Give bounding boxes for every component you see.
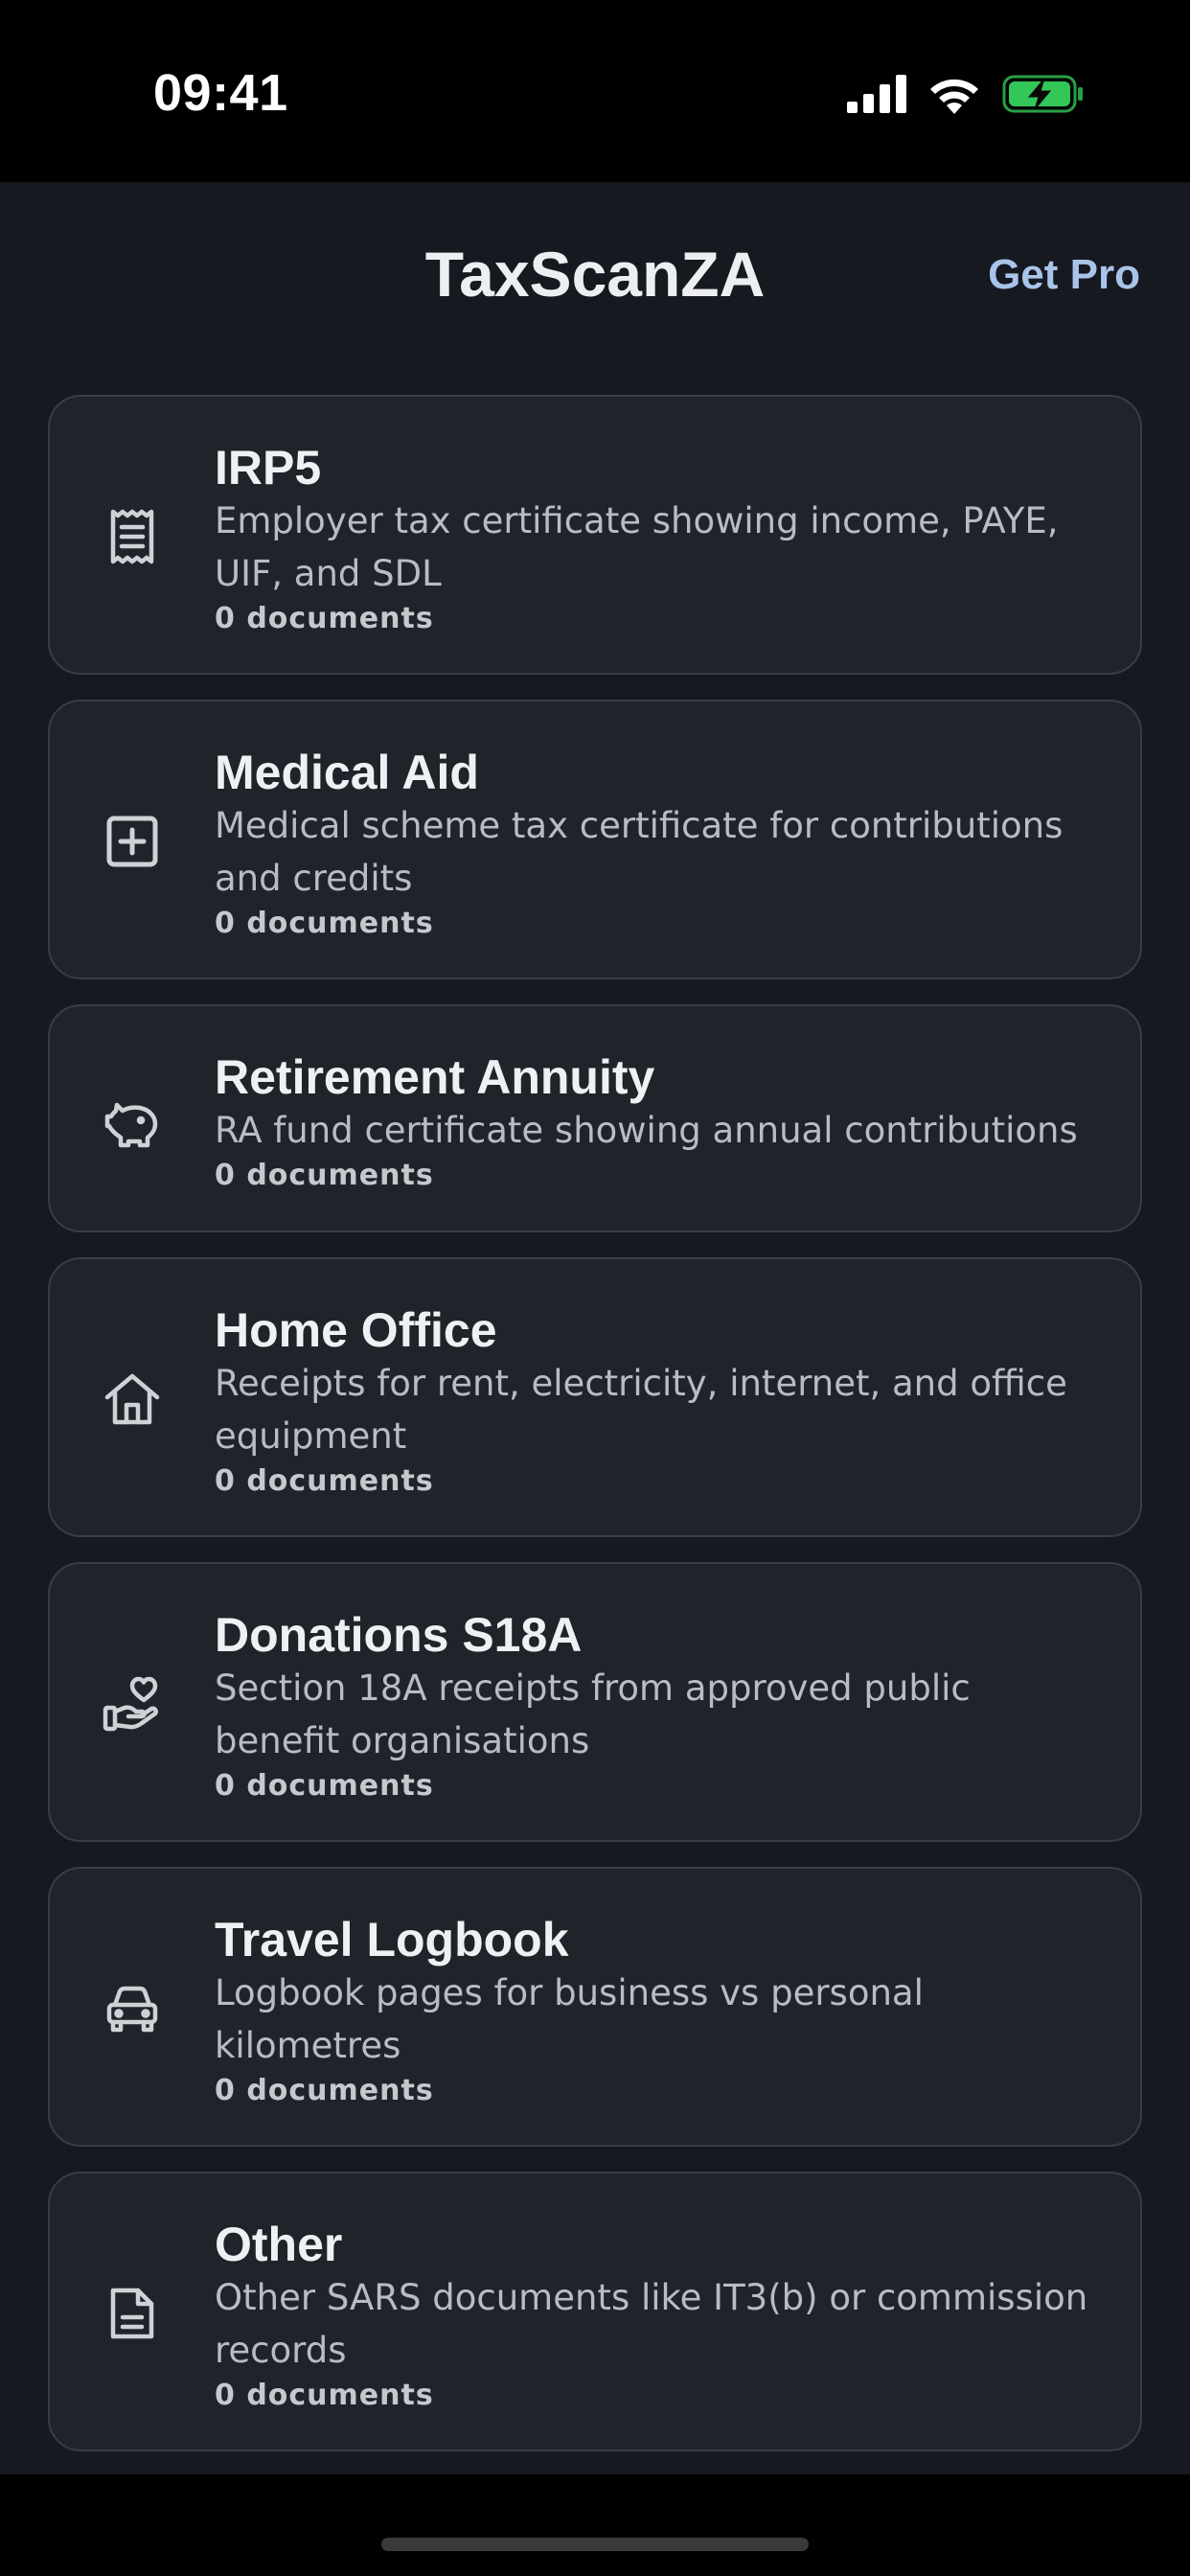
category-card-donations-s18a[interactable] — [48, 1562, 1142, 1842]
category-card-home-office[interactable] — [48, 1257, 1142, 1537]
category-card-other[interactable] — [48, 2172, 1142, 2451]
category-title: Retirement Annuity — [215, 1050, 655, 1104]
home-indicator[interactable] — [381, 2538, 809, 2551]
category-card-travel-logbook[interactable] — [48, 1867, 1142, 2147]
category-description: Logbook pages for business vs personal kilometres — [215, 1972, 924, 2066]
category-count: 0 documents — [215, 2074, 434, 2107]
category-count: 0 documents — [215, 1464, 434, 1498]
piggy-bank-icon — [98, 1086, 167, 1155]
status-icons — [847, 73, 1085, 119]
status-bar — [0, 0, 1190, 182]
category-description: Employer tax certificate showing income, PAYE, UIF, and SDL — [215, 500, 1059, 594]
category-title: Medical Aid — [215, 746, 479, 799]
page-title: TaxScanZA — [424, 239, 766, 310]
car-icon — [98, 1974, 167, 2043]
category-card-medical-aid[interactable] — [48, 700, 1142, 979]
category-description: Receipts for rent, electricity, internet, and office equipment — [215, 1363, 1067, 1457]
category-card-irp5[interactable] — [48, 395, 1142, 675]
category-card-retirement-annuity[interactable] — [48, 1004, 1142, 1232]
receipt-icon — [98, 502, 167, 571]
medical-plus-icon — [98, 807, 167, 876]
category-description: Section 18A receipts from approved public benefit organisations — [215, 1668, 971, 1761]
category-title: Home Office — [215, 1303, 497, 1357]
category-description: Medical scheme tax certificate for contributions and credits — [215, 805, 1064, 899]
category-description: Other SARS documents like IT3(b) or commission records — [215, 2277, 1088, 2371]
category-title: Other — [215, 2218, 343, 2271]
cellular-signal-icon — [847, 75, 906, 117]
hand-heart-icon — [98, 1669, 167, 1738]
category-count: 0 documents — [215, 1769, 434, 1803]
nav-bar — [0, 182, 1190, 374]
category-title: IRP5 — [215, 441, 322, 494]
home-icon — [98, 1365, 167, 1434]
wifi-icon — [927, 74, 981, 118]
category-count: 0 documents — [215, 2379, 434, 2412]
category-count: 0 documents — [215, 907, 434, 940]
home-indicator-area — [0, 2474, 1190, 2576]
battery-charging-icon — [1002, 73, 1085, 119]
get-pro-button[interactable]: Get Pro — [988, 251, 1140, 298]
category-title: Donations S18A — [215, 1608, 583, 1662]
category-count: 0 documents — [215, 602, 434, 635]
app-screen — [0, 182, 1190, 2474]
category-title: Travel Logbook — [215, 1913, 569, 1966]
document-icon — [98, 2279, 167, 2348]
status-time: 09:41 — [153, 64, 288, 122]
category-description: RA fund certificate showing annual contributions — [215, 1110, 1078, 1151]
category-count: 0 documents — [215, 1159, 434, 1192]
